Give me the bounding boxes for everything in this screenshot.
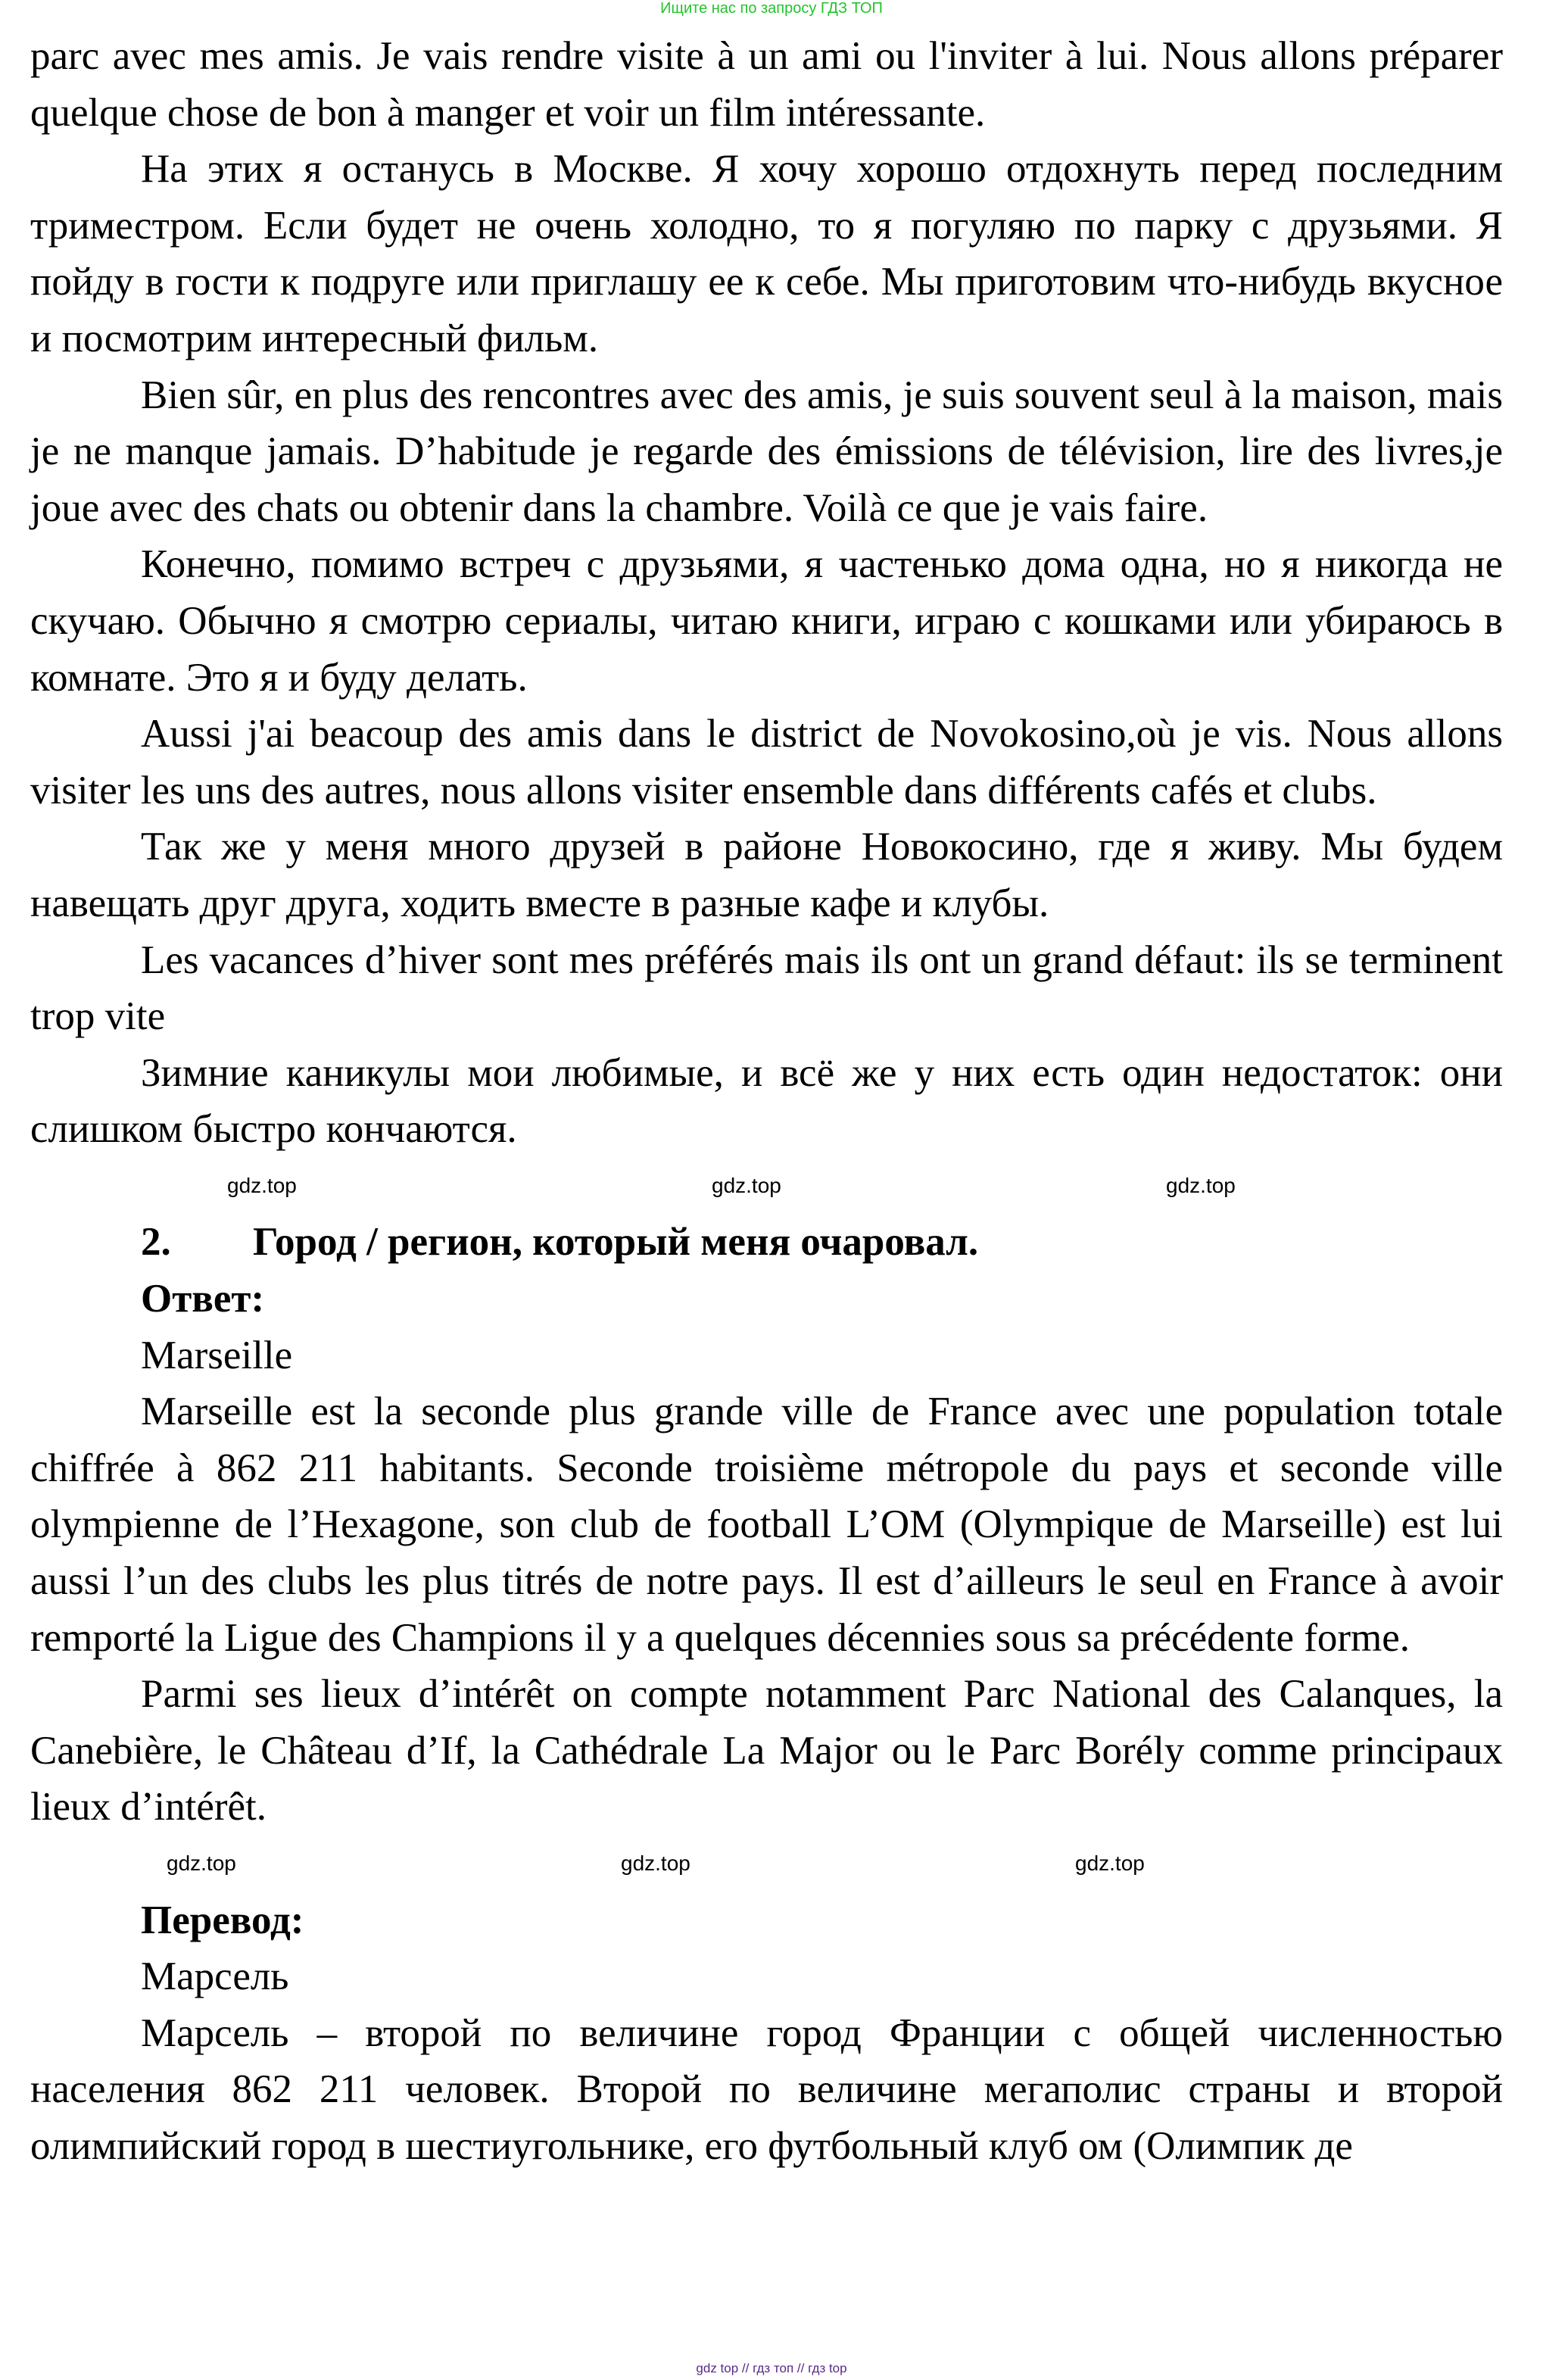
- spacer: [30, 1836, 1503, 1892]
- section-heading: [30, 1214, 1503, 1271]
- paragraph: Зимние каникулы мои любимые, и всё же у них есть один недостаток: они слишком быстро кончаются.: [30, 1050, 1503, 1152]
- watermark-text: gdz.top: [621, 1851, 690, 1875]
- paragraph: Так же у меня много друзей в районе Новокосино, где я живу. Мы будем навещать друг друга, ходить вместе в разные кафе и клубы.: [30, 825, 1503, 925]
- city-name: Marseille: [141, 1333, 293, 1377]
- paragraph: Les vacances d’hiver sont mes préférés mais ils ont un grand défaut: ils se terminent trop vite: [30, 937, 1503, 1039]
- watermark-text: gdz.top: [227, 1173, 297, 1197]
- paragraph: Parmi ses lieux d’intérêt on compte notamment Parc National des Calanques, la Canebière, le Château d’If, la Cathédrale La Major ou le Parc Borély comme principaux lieux d’intérêt.: [30, 1672, 1503, 1829]
- city-name-ru: Марсель: [141, 1954, 289, 1999]
- search-banner[interactable]: Ищите нас по запросу ГДЗ ТОП: [660, 0, 883, 17]
- footer-links[interactable]: gdz top // гдз топ // гдз top: [696, 2361, 847, 2375]
- spacer: [30, 1158, 1503, 1215]
- paragraph: Марсель – второй по величине город Франции с общей численностью населения 862 211 человек. Второй по величине мегаполис страны и второй олимпийский город в шестиугольнике, его футбольный клуб ом (Олимпик де: [30, 2010, 1503, 2168]
- paragraph: Aussi j'ai beacoup des amis dans le district de Novokosino,où je vis. Nous allons visiter les uns des autres, nous allons visiter ensemble dans différents cafés et clubs.: [30, 712, 1503, 813]
- watermark-text: gdz.top: [167, 1851, 236, 1875]
- watermark-text: gdz.top: [1166, 1173, 1236, 1197]
- paragraph: Bien sûr, en plus des rencontres avec des amis, je suis souvent seul à la maison, mais je ne manque jamais. D’habitude je regarde des émissions de télévision, lire des livres,je joue avec des chats ou obtenir dans la chambre. Voilà ce que je vais faire.: [30, 373, 1503, 530]
- translation-label: Перевод:: [141, 1898, 304, 1942]
- section-number: 2.: [141, 1220, 171, 1265]
- section-title: Город / регион, который меня очаровал.: [253, 1220, 979, 1265]
- answer-label: Ответ:: [141, 1277, 265, 1321]
- paragraph: На этих я останусь в Москве. Я хочу хорошо отдохнуть перед последним триместром. Если будет не очень холодно, то я погуляю по парку с друзьями. Я пойду в гости к подруге или приглашу ее к себе. Мы приготовим что-нибудь вкусное и посмотрим интересный фильм.: [30, 147, 1503, 360]
- paragraph: Конечно, помимо встреч с друзьями, я частенько дома одна, но я никогда не скучаю. Обычно я смотрю сериалы, читаю книги, играю с кошками или убираюсь в комнате. Это я и буду делать.: [30, 542, 1503, 700]
- paragraph: parc avec mes amis. Je vais rendre visite à un ami ou l'inviter à lui. Nous allons préparer quelque chose de bon à manger et voir un film intéressante.: [30, 34, 1503, 135]
- watermark-text: gdz.top: [1075, 1851, 1145, 1875]
- watermark-text: gdz.top: [712, 1173, 781, 1197]
- document-body: [30, 28, 1503, 2175]
- paragraph: Marseille est la seconde plus grande ville de France avec une population totale chiffrée à 862 211 habitants. Seconde troisième métropole du pays et seconde ville olympienne de l’Hexagone, son club de football L’OM (Olympique de Marseille) est lui aussi l’un des clubs les plus titrés de notre pays. Il est d’ailleurs le seul en France à avoir remporté la Ligue des Champions il y a quelques décennies sous sa précédente forme.: [30, 1390, 1503, 1660]
